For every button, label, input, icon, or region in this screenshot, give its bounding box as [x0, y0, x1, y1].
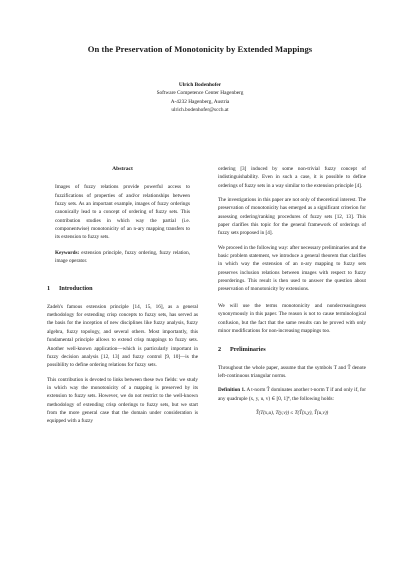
definition-text: A t-norm T̃ dominates another t-norm T if and only if, for any quadruple (x, y, u, v) ∈ [0, 1]⁴, the following holds: — [218, 387, 366, 402]
intro-paragraph-5: We proceed in the following way: after necessary preliminaries and the basic problem statement, we introduce a general theorem that clarifies in which way the extension of an n-ary mapping to fuzzy sets preserves inclusion relations between images with respect to fuzzy preorderings. This result is then used to answer the question about preservation of monotonicity by extensions. — [218, 244, 366, 293]
section-heading-preliminaries — [218, 346, 366, 354]
author-email: ulrich.bodenhofer@scch.at — [171, 106, 229, 113]
section-title: Preliminaries — [230, 346, 266, 354]
intro-paragraph-1: Zadeh's famous extension principle [14, 15, 16], as a general methodology for extending crisp concepts to fuzzy sets, has served as the basis for the inception of new disciplines like fuzzy analysis, fuzzy algebra, fuzzy topology, and several others. Most importantly, this fundamental principle allows to extend crisp mappings to fuzzy sets. Another well-known application—which is particularly important in fuzzy decision analysis [12, 13] and fuzzy control [9, 10]—is the possibility to define ordering relations for fuzzy sets. — [47, 303, 198, 369]
section-heading-introduction — [47, 285, 198, 293]
definition-label: Definition 1. — [218, 387, 246, 394]
right-column — [218, 165, 366, 417]
keywords-label: Keywords: — [55, 249, 80, 256]
left-column — [47, 165, 198, 426]
preliminaries-intro: Throughout the whole paper, assume that the symbols T and T̃ denote left-continuous triangular norms. — [218, 364, 366, 379]
author-block — [0, 81, 400, 114]
definition-1 — [218, 386, 366, 403]
intro-paragraph-3: ordering [3] induced by some non-trivial fuzzy concept of indistinguishability. Even in such a case, it is possible to define orderings of fuzzy sets in a way similar to the extension principle [4]. — [218, 166, 366, 189]
author-address: A-4232 Hagenberg, Austria — [170, 98, 230, 105]
section-number: 2 — [218, 346, 222, 354]
abstract-text: Images of fuzzy relations provide powerful access to fuzzifications of properties of and/or relationships between fuzzy sets. As an important example, images of fuzzy orderings canonically lead to a concept of ordering of fuzzy sets. This contribution studies in which way the partial (i.e. componentwise) monotonicity of an n-ary mapping transfers to its extension to fuzzy sets. — [55, 184, 190, 241]
author-name: Ulrich Bodenhofer — [178, 82, 222, 88]
intro-paragraph-4: The investigations in this paper are not only of theoretical interest. The preservation of monotonicity has emerged as a significant criterion for assessing ordering/ranking procedures of fuzzy sets [12, 13]. This paper clarifies this topic for the general framework of orderings of fuzzy sets proposed in [4]. — [218, 197, 366, 237]
intro-paragraph-2: This contribution is devoted to links between these two fields: we study in which way the monotonicity of a mapping is preserved by its extension to fuzzy sets. However, we do not restrict to the well-known methodology of extending crisp orderings to fuzzy sets, but we start from the more general case that the domain under consideration is equipped with a fuzzy — [47, 376, 198, 425]
abstract-heading: Abstract — [112, 166, 133, 172]
section-number: 1 — [47, 285, 51, 293]
keywords — [47, 249, 198, 266]
section-title: Introduction — [59, 285, 93, 293]
dominance-formula: T̃(T(x,u), T(y,v)) ≤ T(T̃(x,y), T̃(u,v)) — [255, 409, 329, 416]
intro-paragraph-6: We will use the terms monotonicity and nondecreasingness synonymously in this paper. The reason is not to cause terminological confusion, but the fact that the same results can be proved with only minor modifications for non-increasing mappings too. — [218, 302, 366, 334]
keywords-text: extension principle, fuzzy ordering, fuzzy relation, image operator. — [55, 249, 191, 265]
author-affiliation: Software Competence Center Hagenberg — [156, 90, 244, 97]
paper-title: On the Preservation of Monotonicity by Extended Mappings — [87, 44, 313, 54]
